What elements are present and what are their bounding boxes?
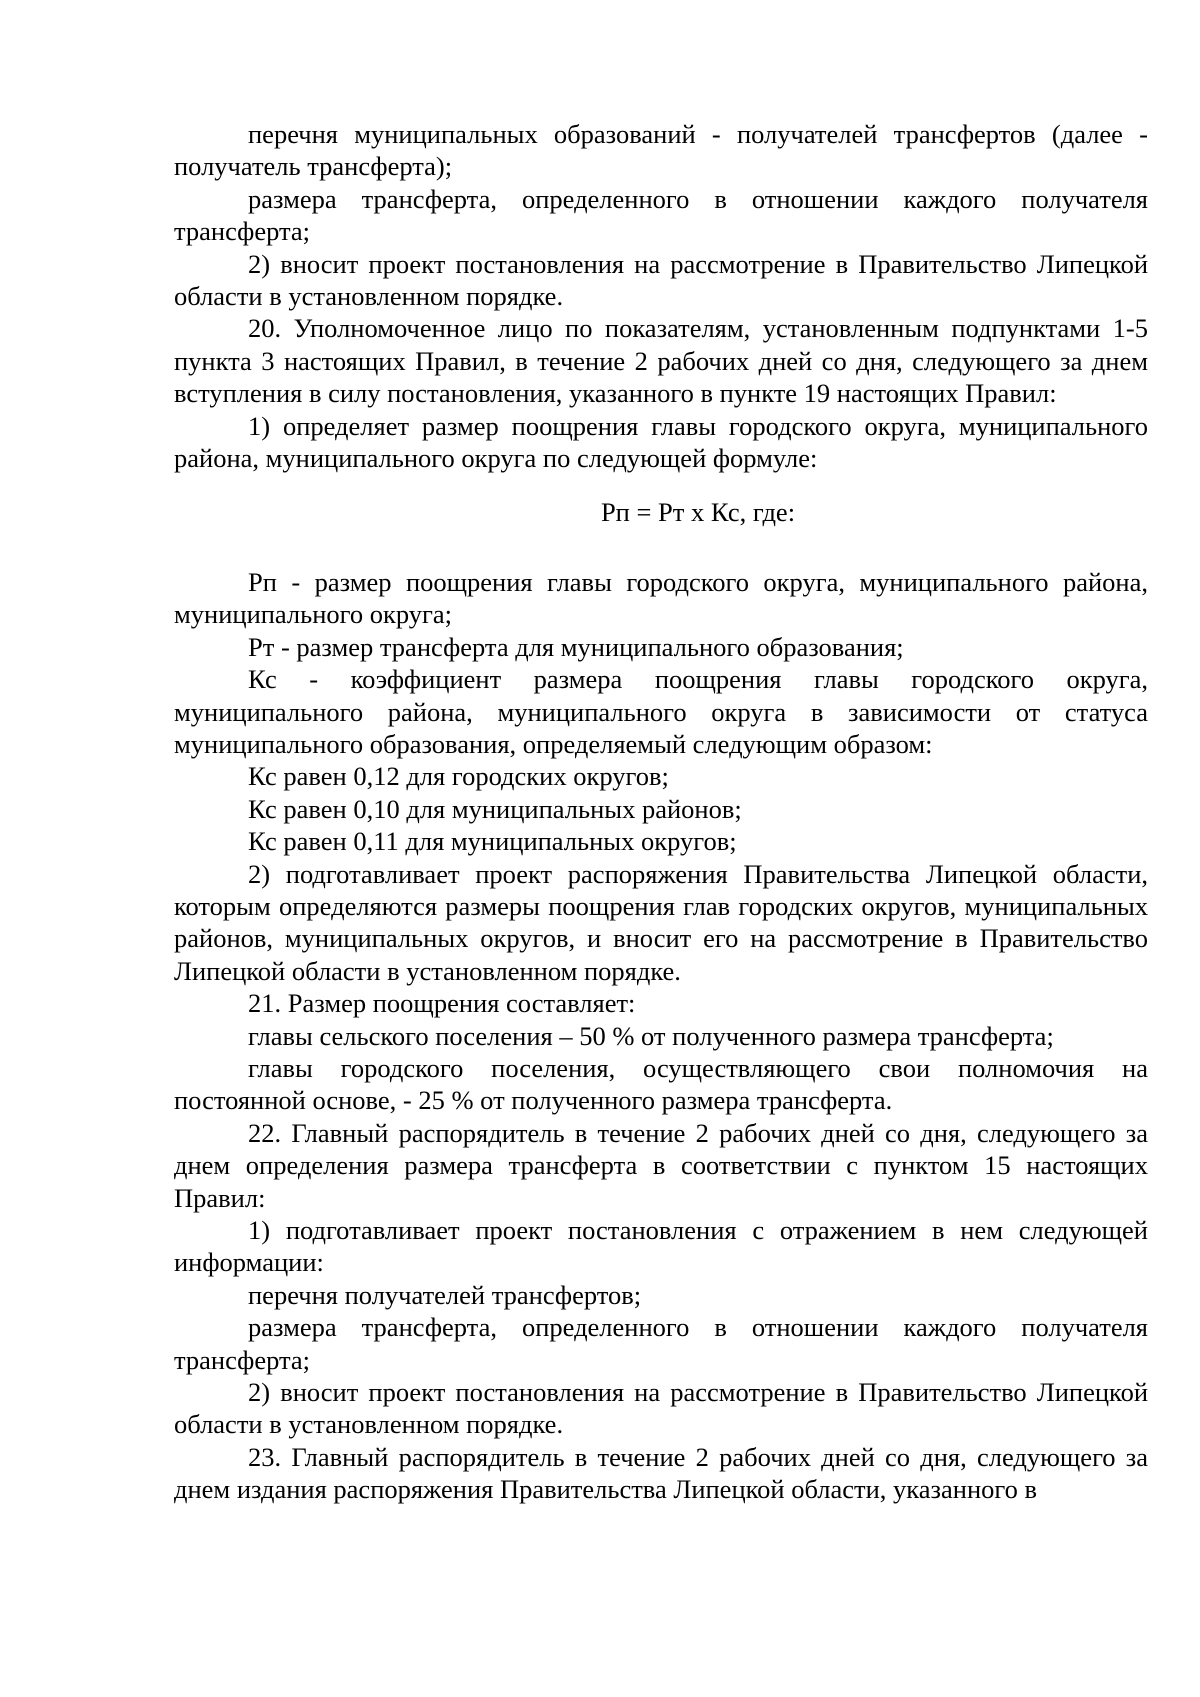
paragraph: 1) подготавливает проект постановления с отражением в нем следующей информации: bbox=[174, 1215, 1148, 1278]
paragraph: 1) определяет размер поощрения главы городского округа, муниципального района, муниципального округа по следующей формуле: bbox=[174, 410, 1148, 474]
paragraph: главы сельского поселения – 50 % от полученного размера трансферта; bbox=[248, 1020, 1054, 1051]
paragraph: Кс - коэффициент размера поощрения главы городского округа, муниципального района, муниципального округа в зависимости от статуса муниципального образования, определяемый следующим образом: bbox=[174, 664, 1148, 759]
paragraph: 2) подготавливает проект распоряжения Правительства Липецкой области, которым определяются размеры поощрения глав городских округов, муниципальных районов, муниципальных округов, и вносит его на рассмотрение в Правительство Липецкой области в установленном порядке. bbox=[174, 858, 1148, 986]
formula: Рп = Рт х Кс, где: bbox=[600, 497, 796, 528]
paragraph: Кс равен 0,12 для городских округов; bbox=[248, 761, 669, 792]
paragraph: 23. Главный распорядитель в течение 2 рабочих дней со дня, следующего за днем издания распоряжения Правительства Липецкой области, указанного в bbox=[174, 1441, 1148, 1505]
paragraph: 2) вносит проект постановления на рассмотрение в Правительство Липецкой области в установленном порядке. bbox=[174, 248, 1148, 312]
paragraph: размера трансферта, определенного в отношении каждого получателя трансферта; bbox=[174, 1312, 1148, 1375]
paragraph: перечня муниципальных образований - получателей трансфертов (далее - получатель трансферта); bbox=[174, 119, 1148, 182]
paragraph: Кс равен 0,11 для муниципальных округов; bbox=[248, 826, 737, 857]
spacer bbox=[174, 474, 1148, 496]
spacer bbox=[174, 529, 1148, 566]
paragraph: Рп - размер поощрения главы городского округа, муниципального района, муниципального округа; bbox=[174, 566, 1148, 630]
paragraph: 21. Размер поощрения составляет: bbox=[248, 988, 636, 1019]
paragraph: Рт - размер трансферта для муниципального образования; bbox=[248, 631, 904, 662]
paragraph: 2) вносит проект постановления на рассмотрение в Правительство Липецкой области в установленном порядке. bbox=[174, 1377, 1148, 1440]
document-page bbox=[174, 118, 1148, 1506]
paragraph: перечня получателей трансфертов; bbox=[248, 1279, 642, 1310]
paragraph: Кс равен 0,10 для муниципальных районов; bbox=[248, 793, 742, 824]
paragraph: главы городского поселения, осуществляющего свои полномочия на постоянной основе, - 25 % от полученного размера трансферта. bbox=[174, 1052, 1148, 1116]
paragraph: размера трансферта, определенного в отношении каждого получателя трансферта; bbox=[174, 183, 1148, 247]
paragraph: 22. Главный распорядитель в течение 2 рабочих дней со дня, следующего за днем определения размера трансферта в соответствии с пунктом 15 настоящих Правил: bbox=[174, 1117, 1148, 1213]
paragraph: 20. Уполномоченное лицо по показателям, установленным подпунктами 1-5 пункта 3 настоящих Правил, в течение 2 рабочих дней со дня, следующего за днем вступления в силу постановления, указанного в пункте 19 настоящих Правил: bbox=[174, 313, 1148, 409]
